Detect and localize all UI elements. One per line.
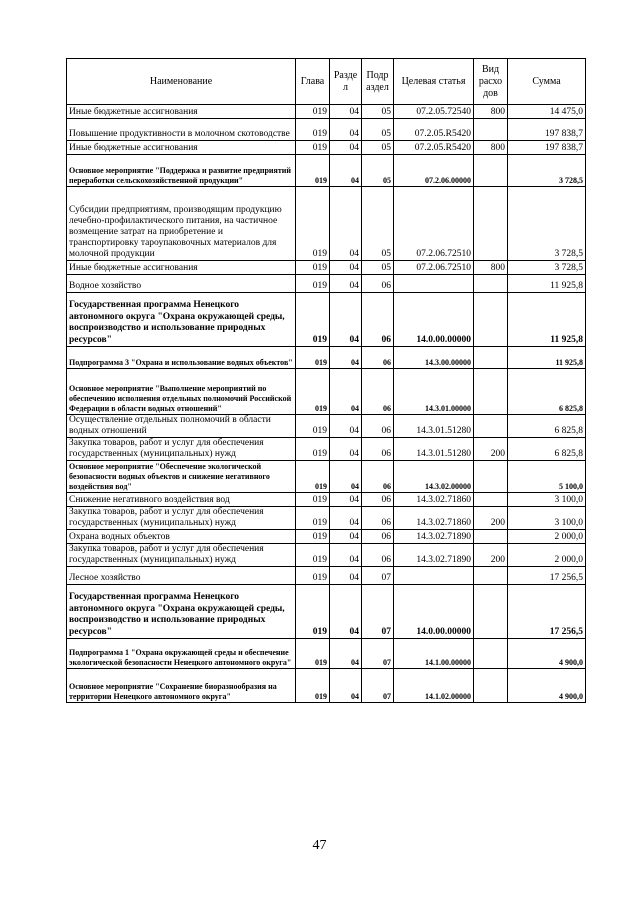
row-expense-type bbox=[474, 639, 508, 669]
row-target-article: 07.2.06.00000 bbox=[394, 155, 474, 187]
row-razdel: 04 bbox=[330, 105, 362, 119]
table-row bbox=[67, 461, 586, 493]
row-glava: 019 bbox=[296, 293, 330, 347]
row-amount: 4 900,0 bbox=[508, 669, 586, 703]
table-row bbox=[67, 261, 586, 275]
row-amount: 3 728,5 bbox=[508, 187, 586, 261]
table-row bbox=[67, 567, 586, 585]
row-name: Иные бюджетные ассигнования bbox=[67, 105, 296, 119]
row-glava: 019 bbox=[296, 261, 330, 275]
table-row bbox=[67, 415, 586, 438]
row-name: Закупка товаров, работ и услуг для обеспечения государственных (муниципальных) нужд bbox=[67, 507, 296, 530]
row-glava: 019 bbox=[296, 461, 330, 493]
row-razdel: 04 bbox=[330, 415, 362, 438]
row-glava: 019 bbox=[296, 275, 330, 293]
row-target-article: 14.3.02.71860 bbox=[394, 507, 474, 530]
row-amount: 3 100,0 bbox=[508, 507, 586, 530]
row-podrazdel: 06 bbox=[362, 544, 394, 567]
row-glava: 019 bbox=[296, 585, 330, 639]
row-razdel: 04 bbox=[330, 493, 362, 507]
table-row bbox=[67, 493, 586, 507]
table-row bbox=[67, 155, 586, 187]
row-razdel: 04 bbox=[330, 530, 362, 544]
row-name: Иные бюджетные ассигнования bbox=[67, 141, 296, 155]
table-row bbox=[67, 438, 586, 461]
row-podrazdel: 05 bbox=[362, 187, 394, 261]
table-row bbox=[67, 275, 586, 293]
row-glava: 019 bbox=[296, 141, 330, 155]
row-podrazdel: 05 bbox=[362, 261, 394, 275]
table-row bbox=[67, 105, 586, 119]
row-target-article: 14.0.00.00000 bbox=[394, 293, 474, 347]
row-amount: 11 925,8 bbox=[508, 347, 586, 369]
row-expense-type bbox=[474, 119, 508, 141]
row-expense-type bbox=[474, 415, 508, 438]
row-podrazdel: 06 bbox=[362, 347, 394, 369]
row-amount: 197 838,7 bbox=[508, 141, 586, 155]
header-name: Наименование bbox=[67, 59, 296, 105]
row-razdel: 04 bbox=[330, 639, 362, 669]
row-podrazdel: 05 bbox=[362, 155, 394, 187]
table-row bbox=[67, 669, 586, 703]
row-amount: 17 256,5 bbox=[508, 585, 586, 639]
table-row bbox=[67, 293, 586, 347]
row-podrazdel: 06 bbox=[362, 369, 394, 415]
row-target-article: 14.3.02.71890 bbox=[394, 530, 474, 544]
row-amount: 3 100,0 bbox=[508, 493, 586, 507]
row-podrazdel: 05 bbox=[362, 141, 394, 155]
row-glava: 019 bbox=[296, 530, 330, 544]
row-razdel: 04 bbox=[330, 293, 362, 347]
budget-table bbox=[66, 58, 586, 703]
row-razdel: 04 bbox=[330, 187, 362, 261]
row-glava: 019 bbox=[296, 669, 330, 703]
row-podrazdel: 07 bbox=[362, 567, 394, 585]
row-expense-type bbox=[474, 369, 508, 415]
header-cel: Целевая статья bbox=[394, 59, 474, 105]
row-razdel: 04 bbox=[330, 585, 362, 639]
table-row bbox=[67, 187, 586, 261]
row-name: Охрана водных объектов bbox=[67, 530, 296, 544]
row-amount: 6 825,8 bbox=[508, 438, 586, 461]
row-razdel: 04 bbox=[330, 119, 362, 141]
row-podrazdel: 06 bbox=[362, 530, 394, 544]
row-name: Снижение негативного воздействия вод bbox=[67, 493, 296, 507]
row-target-article: 07.2.06.72510 bbox=[394, 261, 474, 275]
row-glava: 019 bbox=[296, 347, 330, 369]
table-row bbox=[67, 530, 586, 544]
row-amount: 11 925,8 bbox=[508, 293, 586, 347]
budget-table-container bbox=[66, 58, 585, 703]
row-expense-type bbox=[474, 461, 508, 493]
row-name: Подпрограмма 1 "Охрана окружающей среды и обеспечение экологической безопасности Ненецкого автономного округа" bbox=[67, 639, 296, 669]
row-target-article: 14.3.00.00000 bbox=[394, 347, 474, 369]
row-expense-type bbox=[474, 530, 508, 544]
row-amount: 6 825,8 bbox=[508, 369, 586, 415]
row-glava: 019 bbox=[296, 119, 330, 141]
row-amount: 14 475,0 bbox=[508, 105, 586, 119]
row-target-article: 14.1.02.00000 bbox=[394, 669, 474, 703]
row-amount: 4 900,0 bbox=[508, 639, 586, 669]
row-razdel: 04 bbox=[330, 567, 362, 585]
row-target-article: 07.2.05.72540 bbox=[394, 105, 474, 119]
row-glava: 019 bbox=[296, 507, 330, 530]
row-amount: 197 838,7 bbox=[508, 119, 586, 141]
row-target-article: 14.3.02.00000 bbox=[394, 461, 474, 493]
row-target-article: 14.3.01.51280 bbox=[394, 415, 474, 438]
row-expense-type: 800 bbox=[474, 261, 508, 275]
table-row bbox=[67, 507, 586, 530]
row-amount: 3 728,5 bbox=[508, 261, 586, 275]
row-glava: 019 bbox=[296, 544, 330, 567]
row-expense-type bbox=[474, 187, 508, 261]
row-amount: 3 728,5 bbox=[508, 155, 586, 187]
row-razdel: 04 bbox=[330, 141, 362, 155]
row-amount: 2 000,0 bbox=[508, 544, 586, 567]
row-amount: 5 100,0 bbox=[508, 461, 586, 493]
row-razdel: 04 bbox=[330, 669, 362, 703]
row-razdel: 04 bbox=[330, 275, 362, 293]
row-expense-type bbox=[474, 275, 508, 293]
row-name: Лесное хозяйство bbox=[67, 567, 296, 585]
row-podrazdel: 07 bbox=[362, 585, 394, 639]
row-expense-type: 200 bbox=[474, 544, 508, 567]
row-name: Закупка товаров, работ и услуг для обеспечения государственных (муниципальных) нужд bbox=[67, 544, 296, 567]
row-target-article: 14.3.01.00000 bbox=[394, 369, 474, 415]
row-glava: 019 bbox=[296, 438, 330, 461]
row-target-article: 07.2.06.72510 bbox=[394, 187, 474, 261]
row-name: Государственная программа Ненецкого автономного округа "Охрана окружающей среды, воспроизводство и использование природных ресурсов" bbox=[67, 293, 296, 347]
row-glava: 019 bbox=[296, 187, 330, 261]
row-razdel: 04 bbox=[330, 507, 362, 530]
row-target-article: 07.2.05.R5420 bbox=[394, 141, 474, 155]
row-target-article bbox=[394, 275, 474, 293]
row-expense-type bbox=[474, 493, 508, 507]
table-row bbox=[67, 119, 586, 141]
row-name: Государственная программа Ненецкого автономного округа "Охрана окружающей среды, воспроизводство и использование природных ресурсов" bbox=[67, 585, 296, 639]
table-row bbox=[67, 544, 586, 567]
row-name: Основное мероприятие "Обеспечение экологической безопасности водных объектов и снижение негативного воздействия вод" bbox=[67, 461, 296, 493]
row-glava: 019 bbox=[296, 639, 330, 669]
row-target-article: 07.2.05.R5420 bbox=[394, 119, 474, 141]
row-glava: 019 bbox=[296, 155, 330, 187]
row-podrazdel: 06 bbox=[362, 438, 394, 461]
page-number: 47 bbox=[312, 838, 327, 853]
row-razdel: 04 bbox=[330, 544, 362, 567]
table-row bbox=[67, 639, 586, 669]
row-name: Основное мероприятие "Выполнение мероприятий по обеспечению исполнения отдельных полномочий Российской Федерации в области водных отношений" bbox=[67, 369, 296, 415]
row-expense-type bbox=[474, 585, 508, 639]
header-sum: Сумма bbox=[508, 59, 586, 105]
row-amount: 17 256,5 bbox=[508, 567, 586, 585]
row-podrazdel: 06 bbox=[362, 415, 394, 438]
row-amount: 6 825,8 bbox=[508, 415, 586, 438]
row-expense-type bbox=[474, 293, 508, 347]
row-expense-type: 800 bbox=[474, 141, 508, 155]
row-name: Основное мероприятие "Поддержка и развитие предприятий переработки сельскохозяйственной продукции" bbox=[67, 155, 296, 187]
row-razdel: 04 bbox=[330, 438, 362, 461]
header-vid: Вид расхо дов bbox=[474, 59, 508, 105]
row-podrazdel: 06 bbox=[362, 275, 394, 293]
row-razdel: 04 bbox=[330, 261, 362, 275]
table-row bbox=[67, 369, 586, 415]
row-podrazdel: 07 bbox=[362, 639, 394, 669]
row-glava: 019 bbox=[296, 369, 330, 415]
row-name: Осуществление отдельных полномочий в области водных отношений bbox=[67, 415, 296, 438]
row-podrazdel: 05 bbox=[362, 105, 394, 119]
row-target-article: 14.1.00.00000 bbox=[394, 639, 474, 669]
row-name: Иные бюджетные ассигнования bbox=[67, 261, 296, 275]
row-podrazdel: 06 bbox=[362, 507, 394, 530]
row-razdel: 04 bbox=[330, 461, 362, 493]
row-glava: 019 bbox=[296, 415, 330, 438]
row-target-article bbox=[394, 567, 474, 585]
row-name: Подпрограмма 3 "Охрана и использование водных объектов" bbox=[67, 347, 296, 369]
row-name: Субсидии предприятиям, производящим продукцию лечебно-профилактического питания, на частичное возмещение затрат на приобретение и транспортировку тароупаковочных материалов для молочной продукции bbox=[67, 187, 296, 261]
row-name: Закупка товаров, работ и услуг для обеспечения государственных (муниципальных) нужд bbox=[67, 438, 296, 461]
row-target-article: 14.0.00.00000 bbox=[394, 585, 474, 639]
row-glava: 019 bbox=[296, 105, 330, 119]
row-glava: 019 bbox=[296, 567, 330, 585]
header-glava: Глава bbox=[296, 59, 330, 105]
table-row bbox=[67, 585, 586, 639]
row-target-article: 14.3.01.51280 bbox=[394, 438, 474, 461]
row-expense-type: 200 bbox=[474, 438, 508, 461]
row-razdel: 04 bbox=[330, 369, 362, 415]
row-expense-type bbox=[474, 155, 508, 187]
row-razdel: 04 bbox=[330, 347, 362, 369]
header-razdel: Разде л bbox=[330, 59, 362, 105]
row-expense-type: 800 bbox=[474, 105, 508, 119]
row-glava: 019 bbox=[296, 493, 330, 507]
header-podrazdel: Подр аздел bbox=[362, 59, 394, 105]
row-expense-type bbox=[474, 567, 508, 585]
row-expense-type bbox=[474, 669, 508, 703]
table-row bbox=[67, 347, 586, 369]
row-target-article: 14.3.02.71890 bbox=[394, 544, 474, 567]
row-podrazdel: 07 bbox=[362, 669, 394, 703]
row-target-article: 14.3.02.71860 bbox=[394, 493, 474, 507]
row-podrazdel: 06 bbox=[362, 493, 394, 507]
row-name: Повышение продуктивности в молочном скотоводстве bbox=[67, 119, 296, 141]
row-name: Водное хозяйство bbox=[67, 275, 296, 293]
row-amount: 11 925,8 bbox=[508, 275, 586, 293]
table-body bbox=[67, 105, 586, 703]
row-amount: 2 000,0 bbox=[508, 530, 586, 544]
row-razdel: 04 bbox=[330, 155, 362, 187]
table-header-row bbox=[67, 59, 586, 105]
row-podrazdel: 05 bbox=[362, 119, 394, 141]
row-podrazdel: 06 bbox=[362, 293, 394, 347]
row-name: Основное мероприятие "Сохранение биоразнообразия на территории Ненецкого автономного округа" bbox=[67, 669, 296, 703]
row-expense-type: 200 bbox=[474, 507, 508, 530]
table-row bbox=[67, 141, 586, 155]
row-expense-type bbox=[474, 347, 508, 369]
row-podrazdel: 06 bbox=[362, 461, 394, 493]
